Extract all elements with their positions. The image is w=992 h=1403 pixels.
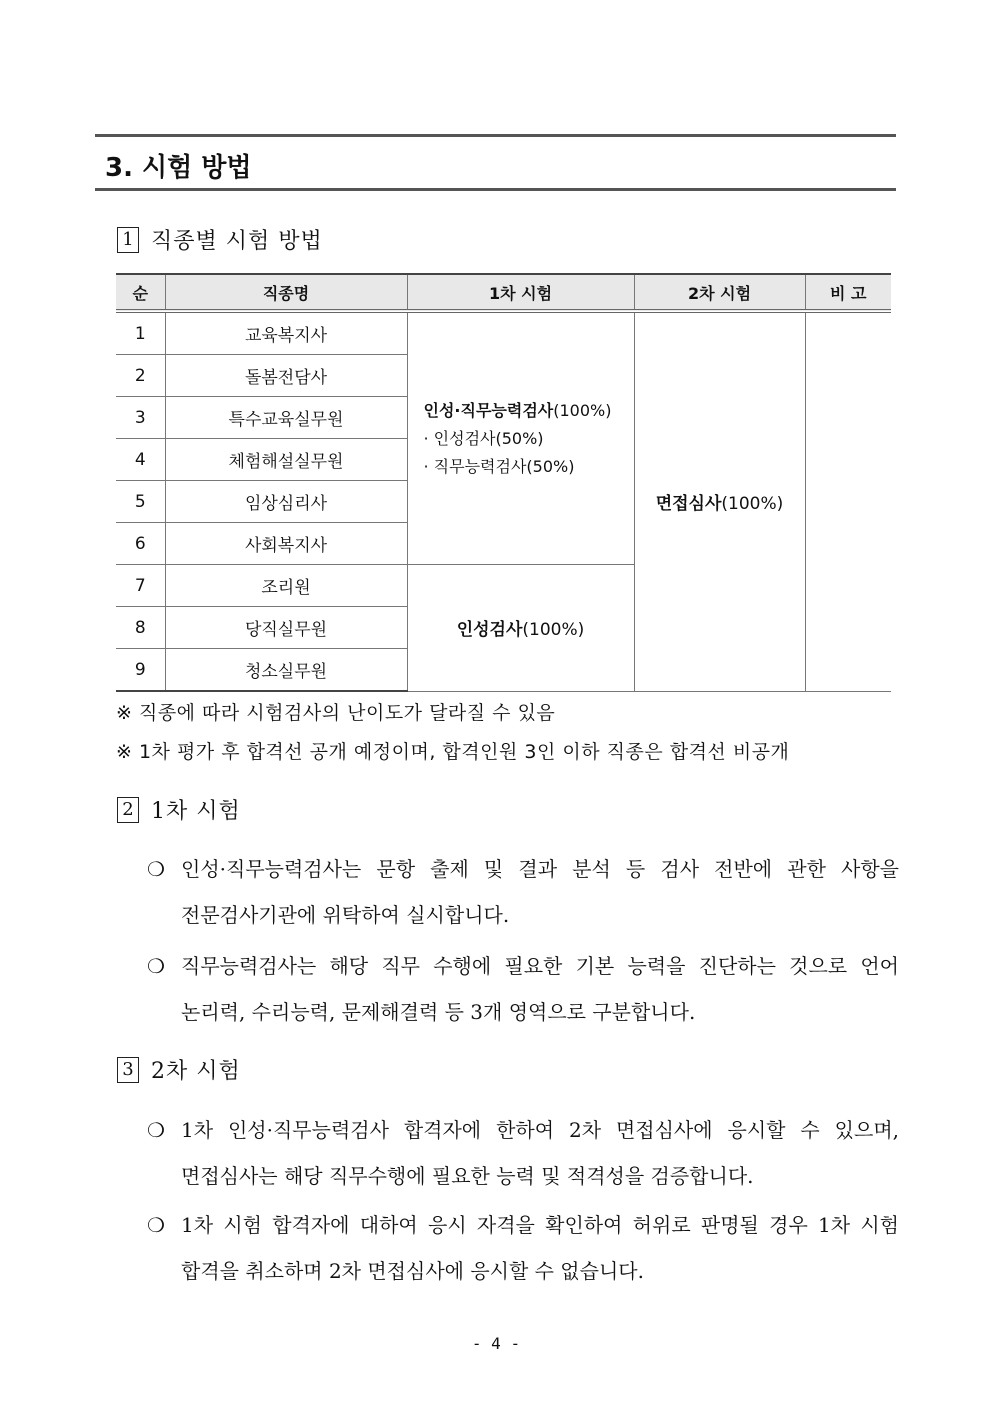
section-label: 2차 시험 (151, 1059, 241, 1084)
row-no: 3 (116, 397, 165, 439)
row-no: 6 (116, 523, 165, 565)
paragraph-line: 논리력, 수리능력, 문제해결력 등 3개 영역으로 구분합니다. (181, 1000, 696, 1024)
section-number-box: 3 (117, 1057, 139, 1083)
header-job: 직종명 (165, 274, 407, 311)
circle-bullet-icon: ❍ (147, 954, 165, 978)
exam1-group-a-main: 인성·직무능력검사(100%) (423, 400, 612, 420)
row-no: 1 (116, 311, 165, 355)
paragraph-line: 인성·직무능력검사는 문항 출제 및 결과 분석 등 검사 전반에 관한 사항을 (181, 857, 899, 881)
paragraph-line: 전문검사기관에 위탁하여 실시합니다. (181, 903, 510, 927)
row-job: 조리원 (165, 565, 407, 607)
header-remarks: 비 고 (805, 274, 891, 311)
row-no: 9 (116, 649, 165, 692)
row-job: 특수교육실무원 (165, 397, 407, 439)
section-number-box: 2 (117, 797, 139, 823)
header-no: 순 (116, 274, 165, 311)
section-3-heading (117, 1054, 241, 1085)
row-job: 돌봄전담사 (165, 355, 407, 397)
row-no: 5 (116, 481, 165, 523)
row-job: 당직실무원 (165, 607, 407, 649)
page-number: - 4 - (471, 1334, 521, 1353)
note-difficulty: ※ 직종에 따라 시험검사의 난이도가 달라질 수 있음 (116, 702, 556, 724)
section-label: 직종별 시험 방법 (151, 229, 323, 254)
circle-bullet-icon: ❍ (147, 1118, 165, 1142)
table-row (116, 311, 891, 355)
exam1-paragraph-1 (147, 846, 899, 938)
section-number-box: 1 (117, 227, 139, 253)
exam2-paragraph-1 (147, 1107, 899, 1199)
paragraph-line: 1차 시험 합격자에 대하여 응시 자격을 확인하여 허위로 판명될 경우 1차 시험 (181, 1213, 899, 1237)
paragraph-line: 1차 인성·직무능력검사 합격자에 한하여 2차 면접심사에 응시할 수 있으며, (181, 1118, 899, 1142)
exam1-group-a-sub2: · 직무능력검사(50%) (423, 456, 575, 476)
remarks-cell (805, 311, 891, 691)
exam-method-table (116, 273, 891, 692)
exam2-cell: 면접심사(100%) (634, 311, 805, 691)
exam2-paragraph-2 (147, 1202, 899, 1294)
header-exam2: 2차 시험 (634, 274, 805, 311)
circle-bullet-icon: ❍ (147, 1213, 165, 1237)
row-no: 2 (116, 355, 165, 397)
exam1-paragraph-2 (147, 943, 899, 1035)
section-label: 1차 시험 (151, 799, 241, 824)
page-title: 3. 시험 방법 (105, 153, 252, 183)
note-cutoff: ※ 1차 평가 후 합격선 공개 예정이며, 합격인원 3인 이하 직종은 합격선 비공개 (116, 741, 790, 763)
row-job: 교육복지사 (165, 311, 407, 355)
row-no: 7 (116, 565, 165, 607)
row-job: 체험해설실무원 (165, 439, 407, 481)
section-1-heading (117, 224, 323, 255)
exam1-group-a-cell (407, 311, 634, 565)
exam1-group-b-cell: 인성검사(100%) (407, 565, 634, 692)
row-no: 4 (116, 439, 165, 481)
paragraph-line: 직무능력검사는 해당 직무 수행에 필요한 기본 능력을 진단하는 것으로 언어 (181, 954, 899, 978)
exam1-group-a-sub1: · 인성검사(50%) (423, 428, 544, 448)
header-exam1: 1차 시험 (407, 274, 634, 311)
table-header-row (116, 274, 891, 311)
section-2-heading (117, 794, 241, 825)
row-job: 사회복지사 (165, 523, 407, 565)
row-job: 임상심리사 (165, 481, 407, 523)
section-heading-bar (95, 134, 896, 191)
paragraph-line: 합격을 취소하며 2차 면접심사에 응시할 수 없습니다. (181, 1259, 644, 1283)
circle-bullet-icon: ❍ (147, 857, 165, 881)
paragraph-line: 면접심사는 해당 직무수행에 필요한 능력 및 적격성을 검증합니다. (181, 1164, 754, 1188)
row-job: 청소실무원 (165, 649, 407, 692)
row-no: 8 (116, 607, 165, 649)
